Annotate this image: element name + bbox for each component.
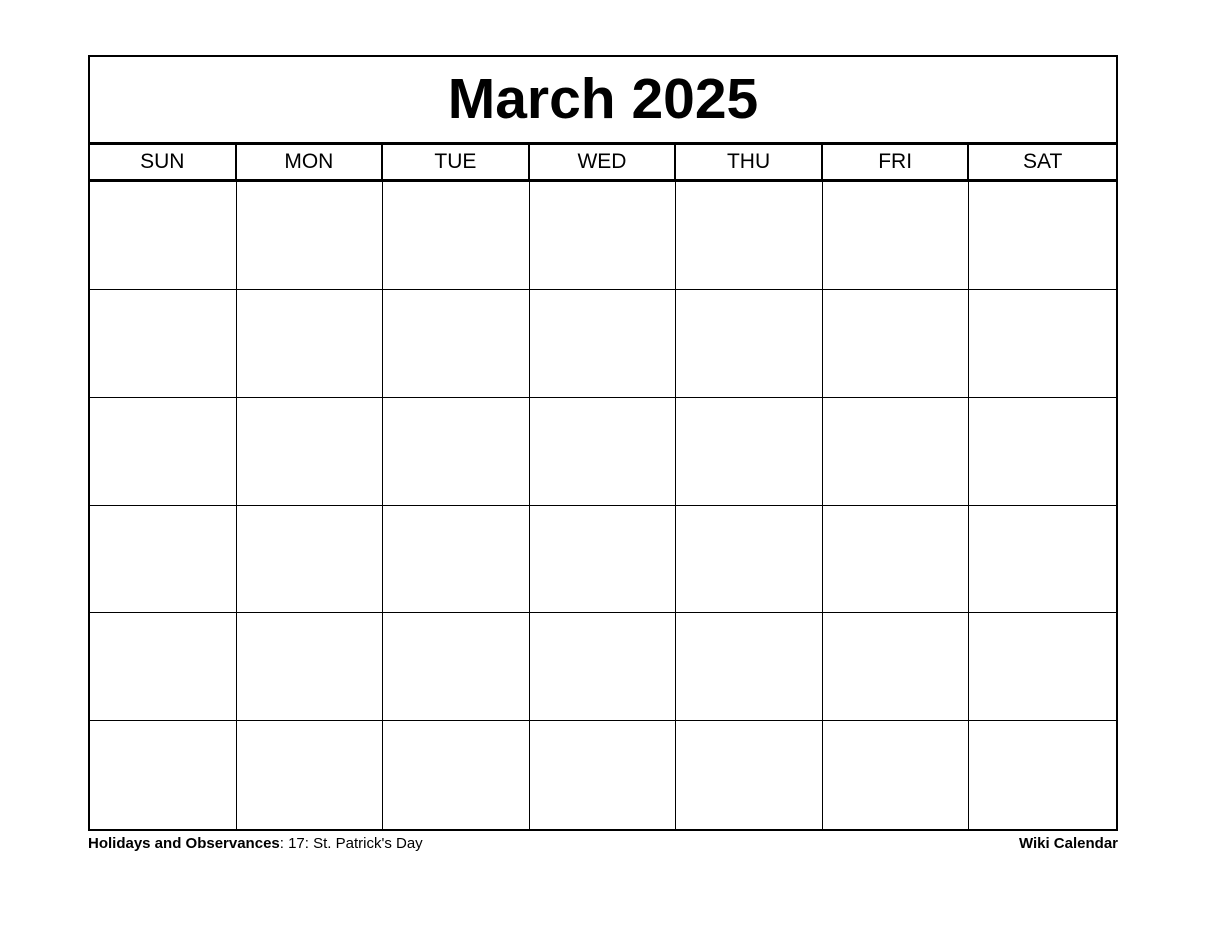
footer — [88, 835, 1118, 853]
holidays-detail: : 17: St. Patrick's Day — [279, 835, 423, 852]
day-header-fri: FRI — [823, 145, 970, 179]
day-header-tue: TUE — [383, 145, 530, 179]
calendar-cell — [237, 506, 384, 614]
calendar-cell — [676, 290, 823, 398]
day-header-mon: MON — [237, 145, 384, 179]
calendar-cell — [823, 613, 970, 721]
calendar-cell — [90, 721, 237, 829]
calendar-cell — [90, 506, 237, 614]
calendar-grid — [90, 182, 1116, 829]
calendar-cell — [823, 182, 970, 290]
calendar-cell — [969, 398, 1116, 506]
calendar-cell — [530, 398, 677, 506]
calendar-cell — [237, 182, 384, 290]
calendar-title-bar — [90, 57, 1116, 145]
calendar-cell — [823, 506, 970, 614]
calendar-cell — [676, 182, 823, 290]
calendar-cell — [823, 290, 970, 398]
day-header-thu: THU — [676, 145, 823, 179]
calendar-cell — [823, 398, 970, 506]
holidays-note — [88, 835, 423, 853]
calendar-cell — [383, 182, 530, 290]
calendar-cell — [237, 721, 384, 829]
calendar-cell — [969, 721, 1116, 829]
calendar — [88, 55, 1118, 831]
calendar-cell — [676, 721, 823, 829]
calendar-cell — [237, 290, 384, 398]
calendar-cell — [676, 506, 823, 614]
calendar-cell — [237, 613, 384, 721]
calendar-cell — [676, 613, 823, 721]
holidays-label: Holidays and Observances — [88, 835, 280, 852]
day-header-wed: WED — [530, 145, 677, 179]
calendar-cell — [90, 613, 237, 721]
calendar-cell — [676, 398, 823, 506]
calendar-cell — [530, 613, 677, 721]
calendar-cell — [383, 613, 530, 721]
calendar-cell — [383, 506, 530, 614]
calendar-cell — [969, 290, 1116, 398]
calendar-cell — [969, 506, 1116, 614]
calendar-cell — [237, 398, 384, 506]
day-header-sun: SUN — [90, 145, 237, 179]
day-header-sat: SAT — [1023, 150, 1063, 173]
calendar-cell — [530, 721, 677, 829]
calendar-cell — [823, 721, 970, 829]
calendar-cell — [530, 506, 677, 614]
calendar-title: March 2025 — [447, 67, 759, 131]
calendar-cell — [383, 290, 530, 398]
calendar-cell — [383, 721, 530, 829]
calendar-cell — [969, 613, 1116, 721]
calendar-cell — [530, 182, 677, 290]
day-header-row — [90, 145, 1116, 182]
calendar-cell — [969, 182, 1116, 290]
brand-label: Wiki Calendar — [1018, 835, 1118, 852]
calendar-cell — [90, 290, 237, 398]
calendar-cell — [383, 398, 530, 506]
calendar-cell — [90, 182, 237, 290]
calendar-cell — [530, 290, 677, 398]
calendar-cell — [90, 398, 237, 506]
